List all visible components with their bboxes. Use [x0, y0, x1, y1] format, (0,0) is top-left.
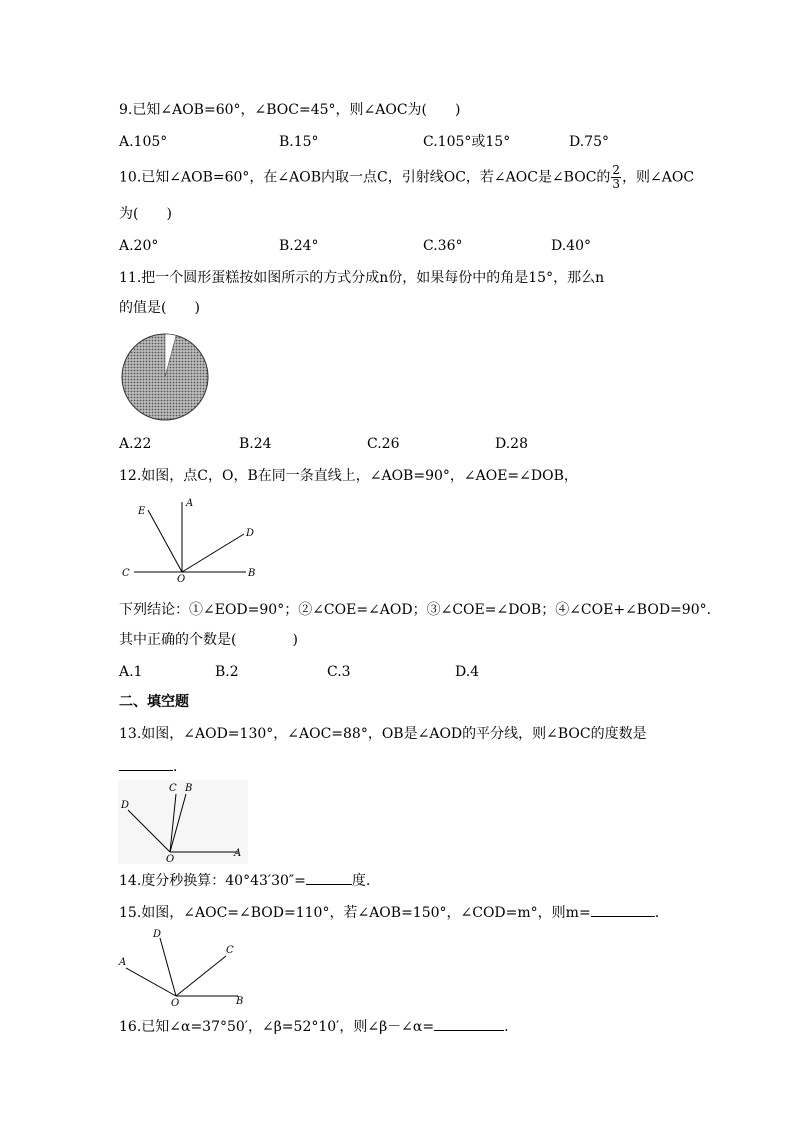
q15-end: .	[654, 905, 660, 921]
q9-option-d: D.75°	[569, 134, 609, 150]
label-a: A	[186, 498, 194, 509]
label-c: C	[226, 945, 234, 956]
q15-stem	[119, 902, 659, 923]
q14-after: 度.	[351, 873, 371, 889]
label-c: C	[122, 568, 130, 579]
q12-stem: 12.如图，点C，O，B在同一条直线上，∠AOB=90°，∠AOE=∠DOB，	[119, 468, 578, 484]
label-o: O	[177, 574, 186, 584]
q11-option-c: C.26	[367, 436, 400, 452]
q16-end: .	[504, 1019, 509, 1035]
q11-stem-line1: 11.把一个圆形蛋糕按如图所示的方式分成n份，如果每份中的角是15°，那么n	[119, 270, 605, 286]
q10-option-a: A.20°	[119, 238, 159, 254]
q15-answer-blank[interactable]	[591, 902, 655, 917]
q14-answer-blank[interactable]	[306, 870, 352, 885]
q13-answer-blank[interactable]	[119, 756, 173, 771]
q10-option-d: D.40°	[551, 238, 591, 254]
q11-stem-line2: 的值是( )	[119, 300, 200, 316]
q11-option-b: B.24	[239, 436, 272, 452]
q12-option-d: D.4	[455, 664, 480, 680]
label-o: O	[171, 998, 180, 1009]
label-a: A	[119, 957, 127, 968]
label-b: B	[248, 568, 256, 579]
label-d: D	[153, 929, 162, 940]
q12-option-a: A.1	[119, 664, 143, 680]
q9-option-a: A.105°	[119, 134, 168, 150]
q14-stem	[119, 870, 370, 891]
q11-option-d: D.28	[495, 436, 528, 452]
q12-option-b: B.2	[215, 664, 239, 680]
q12-question: 其中正确的个数是( )	[119, 632, 298, 648]
q9-option-c: C.105°或15°	[423, 134, 511, 150]
cake-figure	[118, 330, 212, 424]
q12-figure	[118, 494, 268, 584]
q9-option-b: B.15°	[279, 134, 319, 150]
q10-stem	[119, 164, 694, 191]
label-b: B	[185, 783, 193, 794]
q16-before: 16.已知∠α=37°50′，∠β=52°10′，则∠β－∠α=	[119, 1019, 435, 1035]
q15-figure	[118, 926, 252, 1010]
label-b: B	[236, 996, 244, 1007]
label-a: A	[234, 848, 242, 859]
q13-figure	[118, 780, 248, 864]
label-o: O	[166, 854, 175, 864]
q9-stem: 9.已知∠AOB=60°，∠BOC=45°，则∠AOC为( )	[119, 102, 461, 118]
section-title: 二、填空题	[119, 694, 189, 710]
q10-option-c: C.36°	[423, 238, 463, 254]
label-d: D	[121, 800, 130, 811]
q13-end: .	[173, 759, 178, 775]
q10-stem-after: ，则∠AOC	[622, 169, 695, 186]
q10-stem-line2: 为( )	[119, 206, 172, 222]
label-e: E	[138, 506, 146, 517]
q16-answer-blank[interactable]	[434, 1016, 504, 1031]
q13-answer-line	[119, 756, 177, 777]
q12-option-c: C.3	[327, 664, 351, 680]
fraction-numerator: 2	[612, 163, 621, 177]
fraction-two-thirds	[611, 164, 621, 191]
q10-stem-before: 10.已知∠AOB=60°，在∠AOB内取一点C，引射线OC，若∠AOC是∠BOC的	[119, 169, 611, 186]
q14-before: 14.度分秒换算：40°43′30″=	[119, 873, 306, 889]
q10-option-b: B.24°	[279, 238, 319, 254]
fraction-denominator: 3	[612, 177, 621, 191]
q15-stem-before: 15.如图，∠AOC=∠BOD=110°，若∠AOB=150°，∠COD=m°，则m=	[119, 905, 591, 921]
label-c: C	[169, 783, 177, 794]
q12-conclusions: 下列结论：①∠EOD=90°；②∠COE=∠AOD；③∠COE=∠DOB；④∠COE+∠BOD=90°．	[119, 602, 721, 618]
q13-stem: 13.如图，∠AOD=130°，∠AOC=88°，OB是∠AOD的平分线，则∠BOC的度数是	[119, 726, 647, 742]
q16-stem	[119, 1016, 509, 1037]
q11-option-a: A.22	[119, 436, 152, 452]
label-d: D	[246, 528, 255, 539]
